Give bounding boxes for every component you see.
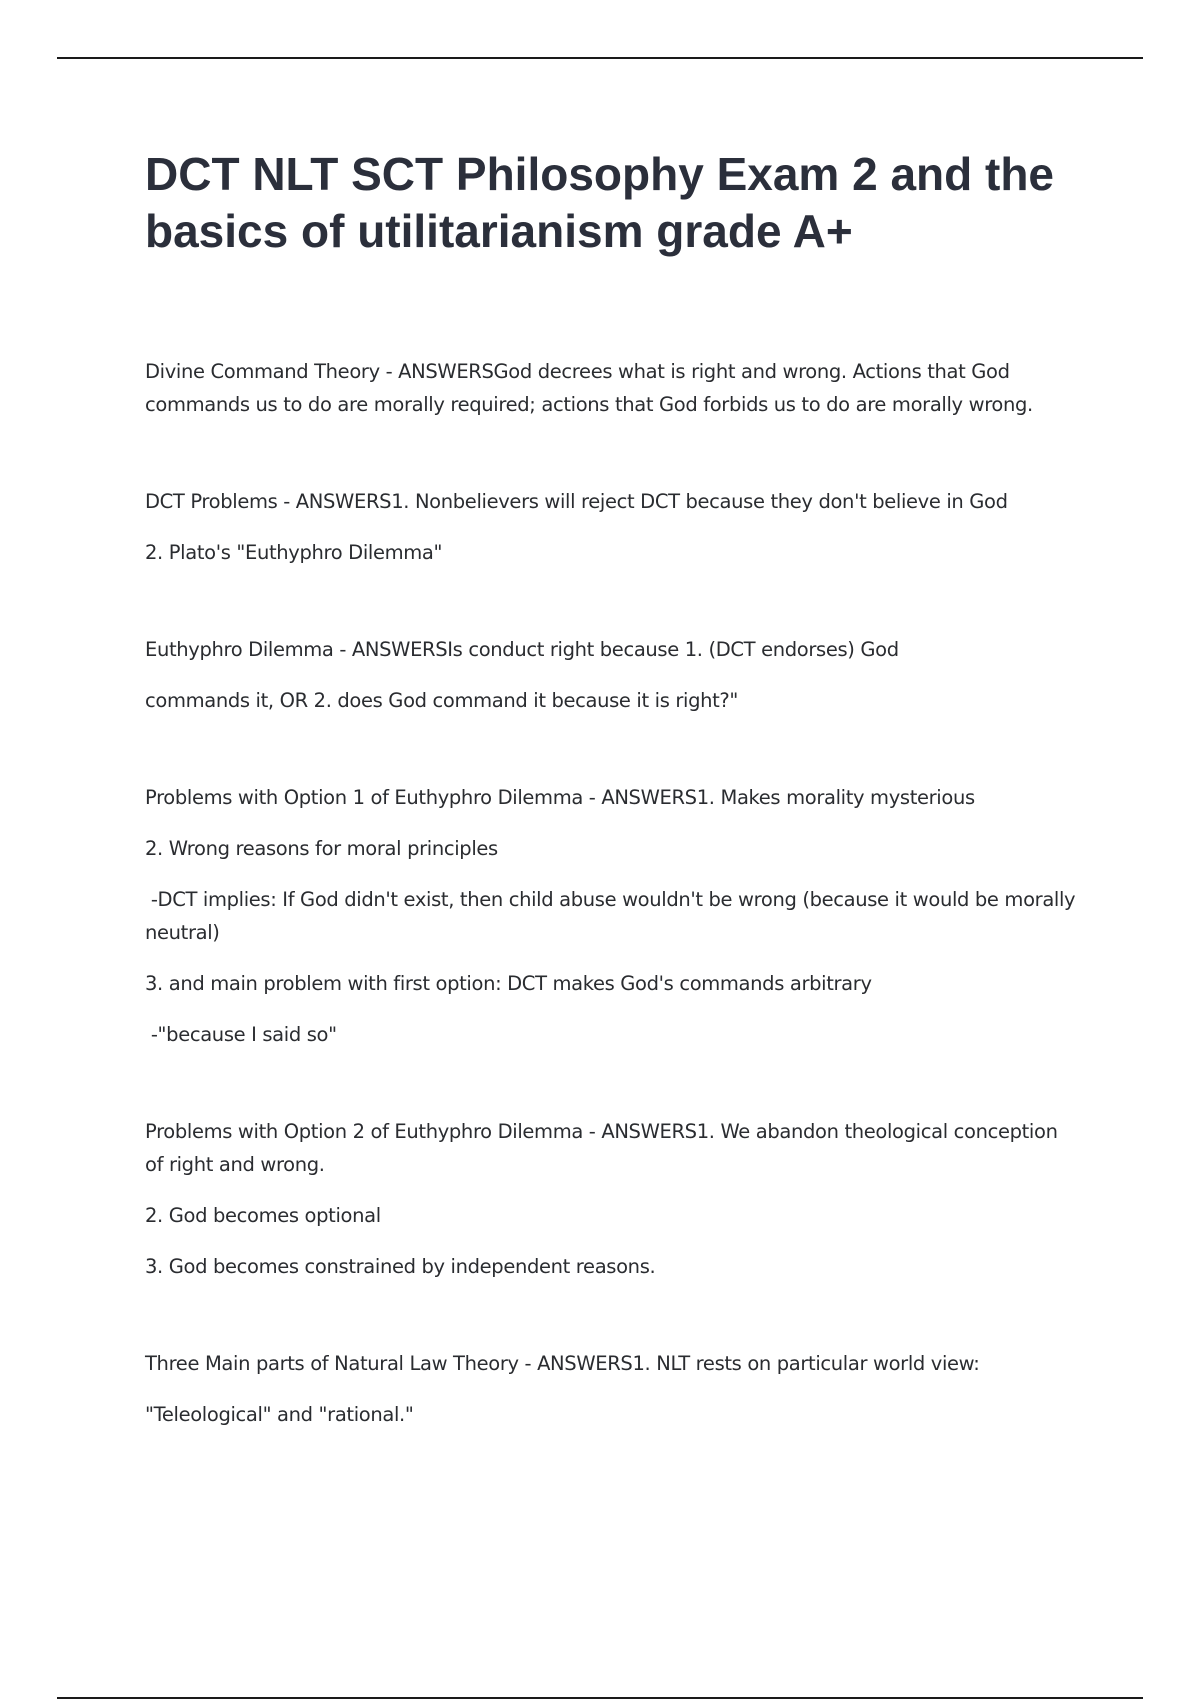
bottom-rule [57,1697,1143,1699]
entry-paragraph: -"because I said so" [145,1023,337,1046]
entry-paragraph: commands it, OR 2. does God command it because it is right?" [145,689,739,712]
entry-paragraph: "Teleological" and "rational." [145,1403,414,1426]
entry-paragraph: Divine Command Theory - ANSWERSGod decrees what is right and wrong. Actions that God commands us to do are morally required; actions that God forbids us to do are morally wrong. [145,360,1033,416]
entry-paragraph: 3. God becomes constrained by independent reasons. [145,1255,656,1278]
qa-entry-dct-problems [145,485,1080,569]
entry-paragraph: 2. Wrong reasons for moral principles [145,837,498,860]
qa-entry-euthyphro-dilemma [145,633,1080,717]
qa-entry-option-2-problems [145,1115,1080,1283]
entry-paragraph: 2. God becomes optional [145,1204,381,1227]
entry-paragraph: Euthyphro Dilemma - ANSWERSIs conduct right because 1. (DCT endorses) God [145,638,899,661]
entry-paragraph: 3. and main problem with first option: DCT makes God's commands arbitrary [145,972,872,995]
document-title: DCT NLT SCT Philosophy Exam 2 and the basics of utilitarianism grade A+ [145,148,1055,257]
entry-paragraph: Problems with Option 2 of Euthyphro Dilemma - ANSWERS1. We abandon theological conception of right and wrong. [145,1120,1058,1176]
entry-paragraph: 2. Plato's "Euthyphro Dilemma" [145,541,443,564]
qa-entry-divine-command-theory [145,355,1080,421]
qa-entry-natural-law-theory [145,1347,1080,1431]
top-rule [57,57,1143,59]
entry-paragraph: -DCT implies: If God didn't exist, then child abuse wouldn't be wrong (because it would be morally neutral) [145,888,1082,944]
entry-paragraph: Three Main parts of Natural Law Theory - ANSWERS1. NLT rests on particular world view: [145,1352,980,1375]
qa-entry-option-1-problems [145,781,1080,1051]
entry-paragraph: DCT Problems - ANSWERS1. Nonbelievers will reject DCT because they don't believe in God [145,490,1008,513]
entry-paragraph: Problems with Option 1 of Euthyphro Dilemma - ANSWERS1. Makes morality mysterious [145,786,975,809]
document-body [145,355,1080,1431]
